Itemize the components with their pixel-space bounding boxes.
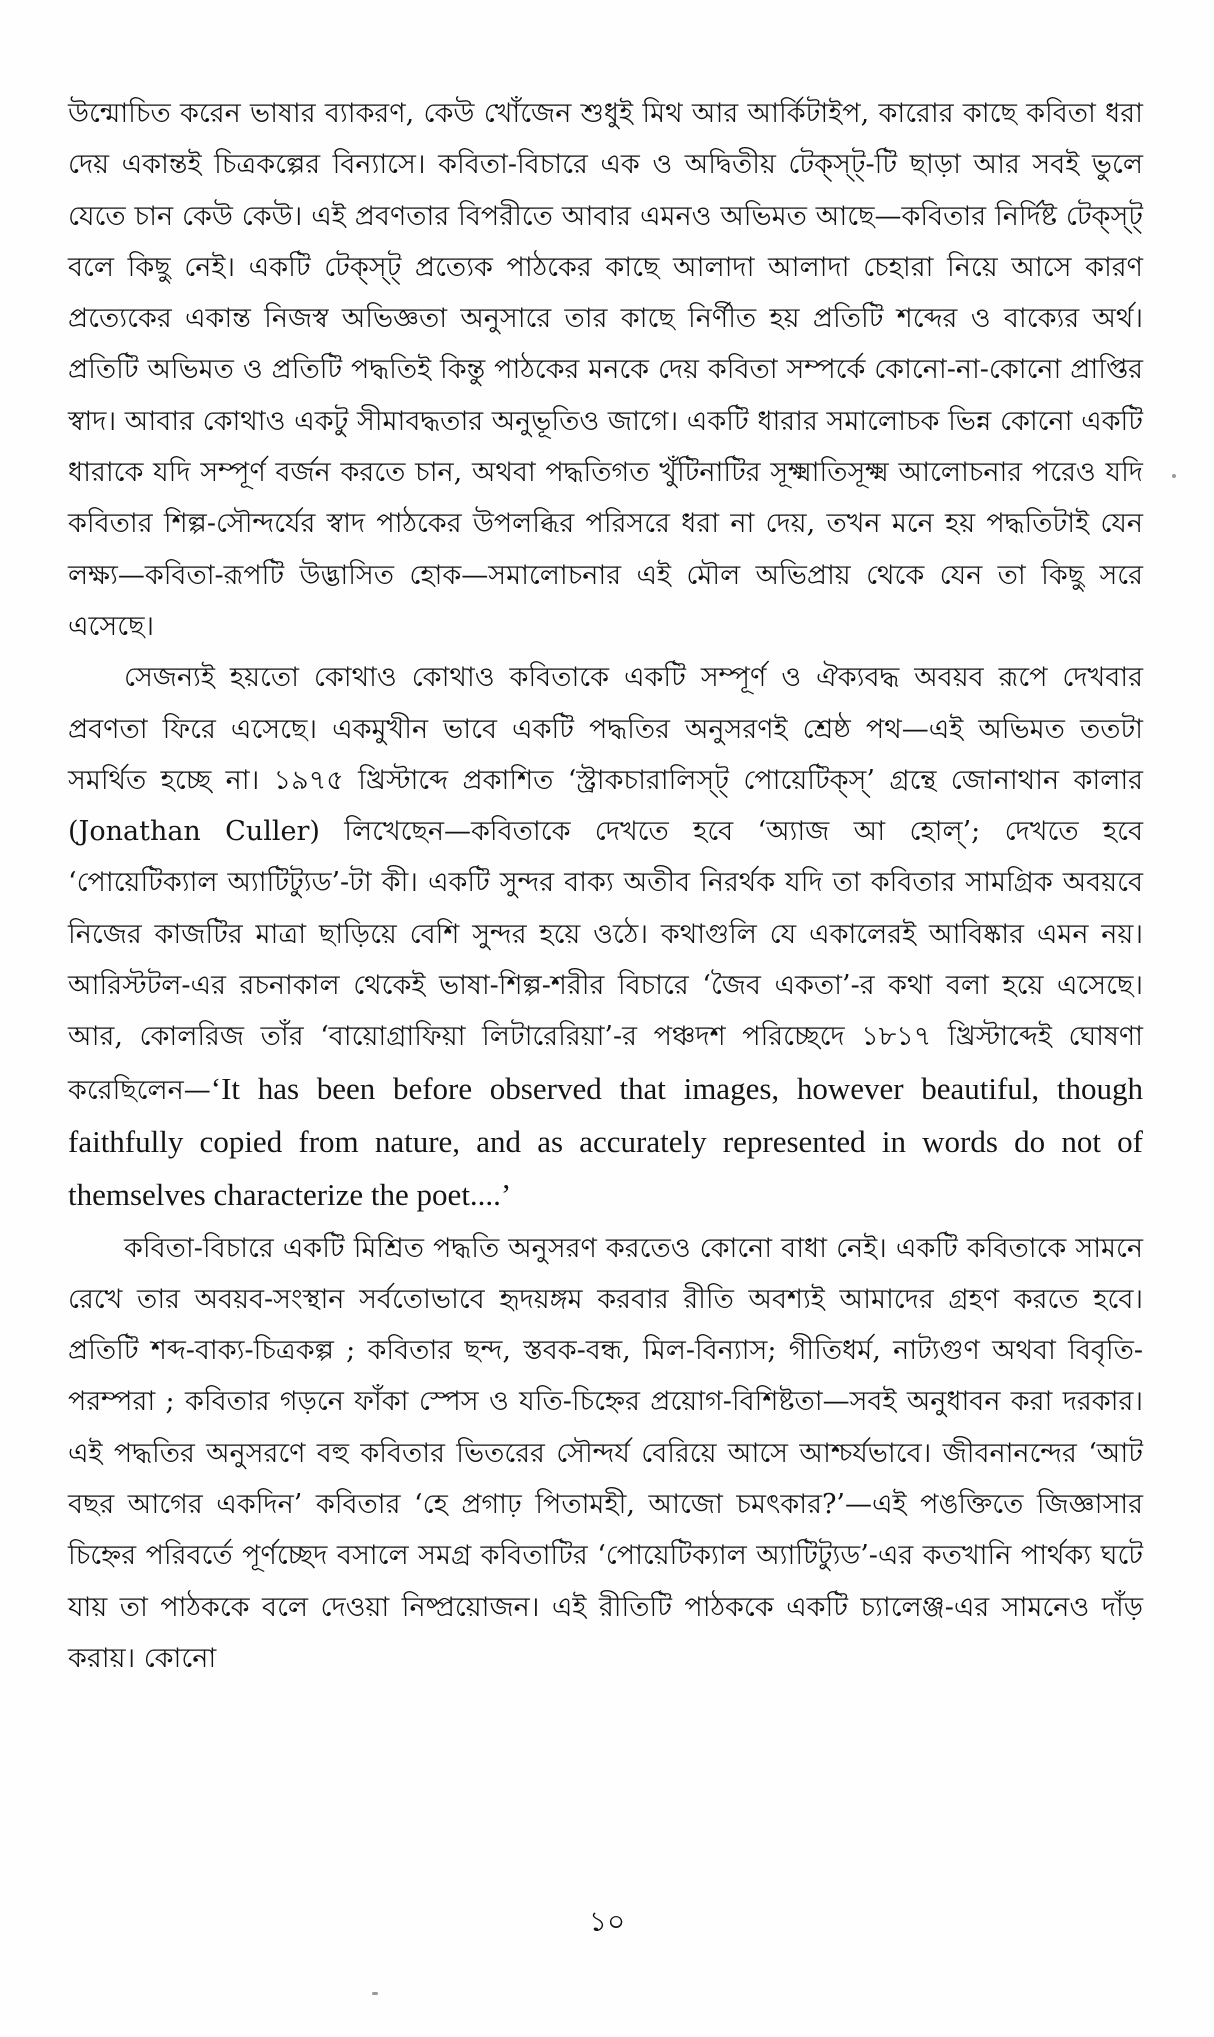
- print-speck: [1172, 474, 1176, 478]
- coleridge-english-quote: ‘It has been before observed that images, however beautiful, though faithfully copied from nature, and as accurately represented in words do not of themselves characterize the poet....’: [68, 1070, 1143, 1213]
- body-text: [68, 88, 1143, 1684]
- print-speck: [372, 1992, 378, 1995]
- paragraph-2: [68, 652, 1143, 1222]
- paragraph-1: উন্মোচিত করেন ভাষার ব্যাকরণ, কেউ খোঁজেন শুধুই মিথ আর আর্কিটাইপ, কারোর কাছে কবিতা ধরা দেয় একান্তই চিত্রকল্পের বিন্যাসে। কবিতা-বিচারে এক ও অদ্বিতীয় টেক্‌স্‌ট্‌-টি ছাড়া আর সবই ভুলে যেতে চান কেউ কেউ। এই প্রবণতার বিপরীতে আবার এমনও অভিমত আছে—কবিতার নির্দিষ্ট টেক্‌স্‌ট্‌ বলে কিছু নেই। একটি টেক্‌স্‌ট্‌ প্রত্যেক পাঠকের কাছে আলাদা আলাদা চেহারা নিয়ে আসে কারণ প্রত্যেকের একান্ত নিজস্ব অভিজ্ঞতা অনুসারে তার কাছে নির্ণীত হয় প্রতিটি শব্দের ও বাক্যের অর্থ। প্রতিটি অভিমত ও প্রতিটি পদ্ধতিই কিন্তু পাঠকের মনকে দেয় কবিতা সম্পর্কে কোনো-না-কোনো প্রাপ্তির স্বাদ। আবার কোথাও একটু সীমাবদ্ধতার অনুভূতিও জাগে। একটি ধারার সমালোচক ভিন্ন কোনো একটি ধারাকে যদি সম্পূর্ণ বর্জন করতে চান, অথবা পদ্ধতিগত খুঁটিনাটির সূক্ষ্মাতিসূক্ষ্ম আলোচনার পরেও যদি কবিতার শিল্প-সৌন্দর্যের স্বাদ পাঠকের উপলব্ধির পরিসরে ধরা না দেয়, তখন মনে হয় পদ্ধতিটাই যেন লক্ষ্য—কবিতা-রূপটি উদ্ভাসিত হোক—সমালোচনার এই মৌল অভিপ্রায় থেকে যেন তা কিছু সরে এসেছে।: [68, 98, 1143, 642]
- page-number: ১০: [588, 1905, 626, 1938]
- paragraph-3: কবিতা-বিচারে একটি মিশ্রিত পদ্ধতি অনুসরণ করতেও কোনো বাধা নেই। একটি কবিতাকে সামনে রেখে তার অবয়ব-সংস্থান সর্বতোভাবে হৃদয়ঙ্গম করবার রীতি অবশ্যই আমাদের গ্রহণ করতে হবে। প্রতিটি শব্দ-বাক্য-চিত্রকল্প ; কবিতার ছন্দ, স্তবক-বন্ধ, মিল-বিন্যাস; গীতিধর্ম, নাট্যগুণ অথবা বিবৃতি-পরম্পরা ; কবিতার গড়নে ফাঁকা স্পেস ও যতি-চিহ্নের প্রয়োগ-বিশিষ্টতা—সবই অনুধাবন করা দরকার। এই পদ্ধতির অনুসরণে বহু কবিতার ভিতরের সৌন্দর্য বেরিয়ে আসে আশ্চর্যভাবে। জীবনানন্দের ‘আট বছর আগের একদিন’ কবিতার ‘হে প্রগাঢ় পিতামহী, আজো চমৎকার?’—এই পঙক্তিতে জিজ্ঞাসার চিহ্নের পরিবর্তে পূর্ণচ্ছেদ বসালে সমগ্র কবিতাটির ‘পোয়েটিক্যাল অ্যাটিট্যুড’-এর কতখানি পার্থক্য ঘটে যায় তা পাঠককে বলে দেওয়া নিষ্প্রয়োজন। এই রীতিটি পাঠককে একটি চ্যালেঞ্জ-এর সামনেও দাঁড় করায়। কোনো: [68, 1232, 1143, 1674]
- paragraph-2-bengali-text: সেজন্যই হয়তো কোথাও কোথাও কবিতাকে একটি সম্পূর্ণ ও ঐক্যবদ্ধ অবয়ব রূপে দেখবার প্রবণতা ফিরে এসেছে। একমুখীন ভাবে একটি পদ্ধতির অনুসরণই শ্রেষ্ঠ পথ—এই অভিমত ততটা সমর্থিত হচ্ছে না। ১৯৭৫ খ্রিস্টাব্দে প্রকাশিত ‘স্ট্রাকচারালিস্ট্‌ পোয়েটিক্‌স্‌’ গ্রন্থে জোনাথান কালার (Jonathan Culler) লিখেছেন—কবিতাকে দেখতে হবে ‘অ্যাজ আ হোল্‌’; দেখতে হবে ‘পোয়েটিক্যাল অ্যাটিট্যুড’-টা কী। একটি সুন্দর বাক্য অতীব নিরর্থক যদি তা কবিতার সামগ্রিক অবয়বে নিজের কাজটির মাত্রা ছাড়িয়ে বেশি সুন্দর হয়ে ওঠে। কথাগুলি যে একালেরই আবিষ্কার এমন নয়। আরিস্টটল-এর রচনাকাল থেকেই ভাষা-শিল্প-শরীর বিচারে ‘জৈব একতা’-র কথা বলা হয়ে এসেছে। আর, কোলরিজ তাঁর ‘বায়োগ্রাফিয়া লিটারেরিয়া’-র পঞ্চদশ পরিচ্ছেদে ১৮১৭ খ্রিস্টাব্দেই ঘোষণা করেছিলেন—: [68, 662, 1143, 1106]
